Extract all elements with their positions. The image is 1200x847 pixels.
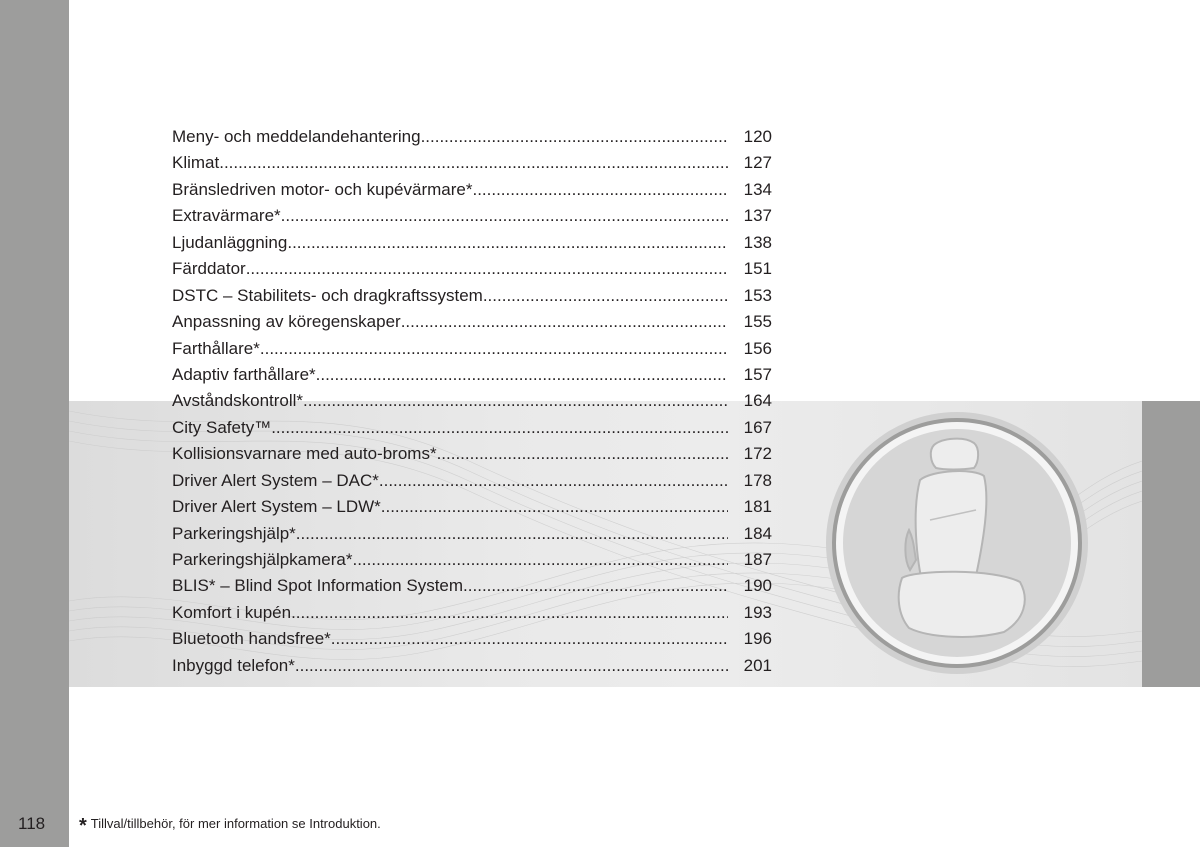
footnote-text: Tillval/tillbehör, för mer information se Introduktion. (90, 816, 381, 831)
toc-entry-title: Driver Alert System – LDW* (172, 497, 381, 517)
toc-entry[interactable] (172, 573, 772, 599)
toc-entry[interactable] (172, 336, 772, 362)
toc-entry-title: Parkeringshjälp* (172, 523, 296, 543)
toc-entry-title: Adaptiv farthållare* (172, 364, 316, 384)
toc-entry[interactable] (172, 600, 772, 626)
dot-leader (316, 362, 728, 388)
toc-entry[interactable] (172, 547, 772, 573)
dot-leader (287, 230, 728, 256)
toc-entry[interactable] (172, 124, 772, 150)
toc-entry-page: 157 (743, 364, 772, 384)
left-margin-bar (0, 0, 69, 847)
toc-entry-page: 153 (743, 285, 772, 305)
toc-entry-page: 201 (743, 655, 772, 675)
toc-entry-title: City Safety™ (172, 417, 272, 437)
toc-entry[interactable] (172, 309, 772, 335)
page-number: 118 (18, 814, 46, 833)
toc-entry-title: Ljudanläggning (172, 232, 288, 252)
dot-leader (472, 177, 728, 203)
dot-leader (463, 573, 728, 599)
dot-leader (401, 309, 728, 335)
dot-leader (291, 600, 728, 626)
toc-entry-page: 172 (743, 444, 772, 464)
toc-entry-page: 181 (743, 497, 772, 517)
toc-entry-page: 164 (743, 391, 772, 411)
toc-entry-page: 120 (743, 127, 772, 146)
toc-entry-title: Extravärmare* (172, 206, 281, 226)
footnote-marker: * (79, 815, 87, 837)
toc-entry-page: 184 (743, 523, 772, 543)
toc-entry-title: Avståndskontroll* (172, 391, 304, 411)
toc-entry-title: BLIS* – Blind Spot Information System (172, 576, 464, 596)
toc-entry-page: 137 (743, 206, 772, 226)
toc-entry-page: 167 (743, 417, 772, 437)
toc-entry-page: 196 (743, 629, 772, 649)
toc-entry-title: Komfort i kupén (172, 602, 292, 622)
toc-entry-title: Meny- och meddelandehantering (172, 127, 421, 146)
car-seat-icon (824, 410, 1090, 676)
toc-entry-page: 134 (743, 179, 772, 199)
toc-entry-page: 193 (743, 602, 772, 622)
toc-entry[interactable] (172, 494, 772, 520)
toc-entry-page: 156 (743, 338, 772, 358)
table-of-contents (172, 124, 772, 679)
toc-entry[interactable] (172, 521, 772, 547)
dot-leader (281, 203, 728, 229)
dot-leader (260, 336, 728, 362)
toc-entry[interactable] (172, 177, 772, 203)
toc-entry-page: 187 (743, 550, 772, 569)
dot-leader (437, 441, 728, 467)
toc-entry[interactable] (172, 256, 772, 282)
dot-leader (296, 521, 728, 547)
toc-entry-title: Klimat (172, 153, 220, 173)
toc-entry-title: Kollisionsvarnare med auto-broms* (172, 444, 437, 464)
dot-leader (483, 283, 728, 309)
dot-leader (352, 547, 728, 573)
toc-entry[interactable] (172, 626, 772, 652)
dot-leader (303, 388, 728, 414)
toc-entry[interactable] (172, 203, 772, 229)
footnote (79, 815, 381, 838)
toc-entry[interactable] (172, 468, 772, 494)
dot-leader (381, 494, 728, 520)
toc-entry-page: 155 (743, 312, 772, 332)
toc-entry[interactable] (172, 415, 772, 441)
toc-entry-page: 127 (743, 153, 772, 173)
toc-entry-title: Bluetooth handsfree* (172, 629, 331, 649)
toc-entry-title: Parkeringshjälpkamera* (172, 550, 353, 569)
dot-leader (295, 653, 728, 679)
dot-leader (271, 415, 728, 441)
toc-entry-title: Färddator (172, 259, 246, 279)
toc-entry-title: Inbyggd telefon* (172, 655, 295, 675)
toc-entry[interactable] (172, 230, 772, 256)
dot-leader (421, 124, 728, 150)
toc-entry-page: 178 (743, 470, 772, 490)
toc-entry-title: DSTC – Stabilitets- och dragkraftssystem (172, 285, 483, 305)
dot-leader (219, 150, 728, 176)
dot-leader (246, 256, 728, 282)
toc-entry[interactable] (172, 283, 772, 309)
toc-entry-title: Anpassning av köregenskaper (172, 312, 401, 332)
toc-entry[interactable] (172, 362, 772, 388)
toc-entry[interactable] (172, 441, 772, 467)
toc-entry-page: 151 (743, 259, 772, 279)
toc-entry[interactable] (172, 388, 772, 414)
toc-entry[interactable] (172, 653, 772, 679)
toc-entry-page: 190 (743, 576, 772, 596)
toc-entry-title: Driver Alert System – DAC* (172, 470, 379, 490)
right-section-tab (1142, 401, 1200, 687)
toc-entry-page: 138 (743, 232, 772, 252)
toc-entry-title: Farthållare* (172, 338, 260, 358)
toc-entry-title: Bränsledriven motor- och kupévärmare* (172, 179, 473, 199)
toc-entry[interactable] (172, 150, 772, 176)
dot-leader (331, 626, 728, 652)
dot-leader (379, 468, 728, 494)
